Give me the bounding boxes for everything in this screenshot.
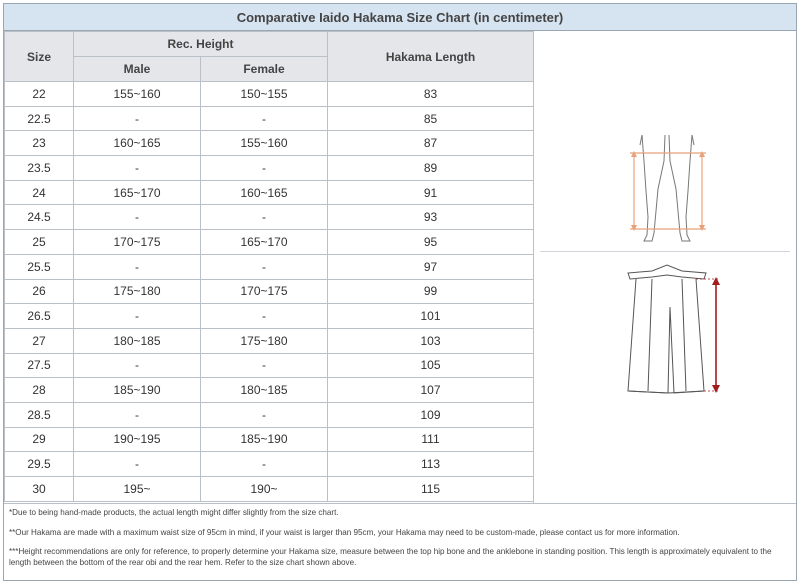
hakama-length-cell: 115 xyxy=(328,477,534,502)
male-height-cell: - xyxy=(74,106,201,131)
female-height-cell: - xyxy=(201,205,328,230)
female-height-cell: - xyxy=(201,452,328,477)
female-height-cell: 160~165 xyxy=(201,180,328,205)
table-row xyxy=(5,205,534,230)
size-cell: 23 xyxy=(5,131,74,156)
hakama-length-cell: 89 xyxy=(328,156,534,181)
size-cell: 22 xyxy=(5,82,74,107)
diagram-pane xyxy=(533,31,796,503)
size-cell: 29 xyxy=(5,427,74,452)
note-handmade: *Due to being hand-made products, the actual length might differ slightly from the size chart. xyxy=(9,508,339,517)
table-row xyxy=(5,279,534,304)
male-height-cell: - xyxy=(74,156,201,181)
male-height-cell: 160~165 xyxy=(74,131,201,156)
male-height-cell: 170~175 xyxy=(74,230,201,255)
size-cell: 25 xyxy=(5,230,74,255)
notes-section xyxy=(4,503,796,580)
female-height-cell: 180~185 xyxy=(201,378,328,403)
female-height-cell: - xyxy=(201,304,328,329)
table-row xyxy=(5,304,534,329)
male-height-cell: 165~170 xyxy=(74,180,201,205)
hakama-length-cell: 113 xyxy=(328,452,534,477)
male-height-cell: - xyxy=(74,402,201,427)
hakama-length-cell: 105 xyxy=(328,353,534,378)
size-cell: 26.5 xyxy=(5,304,74,329)
size-cell: 30 xyxy=(5,477,74,502)
female-height-cell: 155~160 xyxy=(201,131,328,156)
male-height-cell: - xyxy=(74,353,201,378)
size-table xyxy=(4,31,534,502)
female-height-cell: 165~170 xyxy=(201,230,328,255)
female-height-cell: 190~ xyxy=(201,477,328,502)
size-cell: 28.5 xyxy=(5,402,74,427)
female-height-cell: - xyxy=(201,402,328,427)
size-cell: 27 xyxy=(5,328,74,353)
note-waist: **Our Hakama are made with a maximum waist size of 95cm in mind, if your waist is larger than 95cm, your Hakama may need to be custom-made, please contact us for more information. xyxy=(9,527,680,537)
hakama-measurement-icon xyxy=(612,263,722,403)
size-cell: 24 xyxy=(5,180,74,205)
size-cell: 23.5 xyxy=(5,156,74,181)
male-height-cell: 180~185 xyxy=(74,328,201,353)
male-height-cell: - xyxy=(74,452,201,477)
header-rec-height: Rec. Height xyxy=(74,32,328,57)
male-height-cell: - xyxy=(74,304,201,329)
header-male: Male xyxy=(74,57,201,82)
hakama-length-cell: 103 xyxy=(328,328,534,353)
diagram-divider xyxy=(540,251,790,252)
table-row xyxy=(5,131,534,156)
size-cell: 27.5 xyxy=(5,353,74,378)
size-cell: 25.5 xyxy=(5,254,74,279)
table-row xyxy=(5,156,534,181)
table-row xyxy=(5,180,534,205)
female-height-cell: - xyxy=(201,106,328,131)
note-height: ***Height recommendations are only for reference, to properly determine your Hakama size, measure between the top hip bone and the anklebone in standing position. This length is approximately equivalent to the length between the bottom of the rear obi and the rear hem. Refer to the size chart shown above. xyxy=(9,547,772,567)
size-cell: 28 xyxy=(5,378,74,403)
table-row xyxy=(5,230,534,255)
hakama-length-cell: 85 xyxy=(328,106,534,131)
size-cell: 22.5 xyxy=(5,106,74,131)
table-body xyxy=(5,82,534,502)
table-row xyxy=(5,82,534,107)
size-cell: 24.5 xyxy=(5,205,74,230)
table-row xyxy=(5,452,534,477)
hakama-length-cell: 111 xyxy=(328,427,534,452)
male-height-cell: 155~160 xyxy=(74,82,201,107)
table-row xyxy=(5,427,534,452)
table-row xyxy=(5,328,534,353)
hakama-length-cell: 83 xyxy=(328,82,534,107)
chart-title: Comparative Iaido Hakama Size Chart (in centimeter) xyxy=(4,4,796,31)
female-height-cell: - xyxy=(201,254,328,279)
table-row xyxy=(5,477,534,502)
female-height-cell: - xyxy=(201,156,328,181)
male-height-cell: - xyxy=(74,254,201,279)
female-height-cell: 175~180 xyxy=(201,328,328,353)
male-height-cell: 190~195 xyxy=(74,427,201,452)
hakama-length-cell: 99 xyxy=(328,279,534,304)
hakama-length-cell: 93 xyxy=(328,205,534,230)
male-height-cell: 175~180 xyxy=(74,279,201,304)
male-height-cell: 185~190 xyxy=(74,378,201,403)
male-height-cell: 195~ xyxy=(74,477,201,502)
female-height-cell: 185~190 xyxy=(201,427,328,452)
header-hakama-length: Hakama Length xyxy=(328,32,534,82)
header-size: Size xyxy=(5,32,74,82)
male-height-cell: - xyxy=(74,205,201,230)
legs-measurement-icon xyxy=(622,131,712,247)
hakama-length-cell: 101 xyxy=(328,304,534,329)
female-height-cell: 170~175 xyxy=(201,279,328,304)
header-female: Female xyxy=(201,57,328,82)
table-row xyxy=(5,106,534,131)
hakama-length-cell: 95 xyxy=(328,230,534,255)
table-row xyxy=(5,353,534,378)
female-height-cell: 150~155 xyxy=(201,82,328,107)
hakama-length-cell: 97 xyxy=(328,254,534,279)
hakama-length-cell: 87 xyxy=(328,131,534,156)
female-height-cell: - xyxy=(201,353,328,378)
hakama-length-cell: 91 xyxy=(328,180,534,205)
hakama-length-cell: 109 xyxy=(328,402,534,427)
hakama-length-cell: 107 xyxy=(328,378,534,403)
size-cell: 26 xyxy=(5,279,74,304)
table-row xyxy=(5,378,534,403)
table-row xyxy=(5,402,534,427)
size-chart-frame xyxy=(3,3,797,581)
size-cell: 29.5 xyxy=(5,452,74,477)
table-row xyxy=(5,254,534,279)
